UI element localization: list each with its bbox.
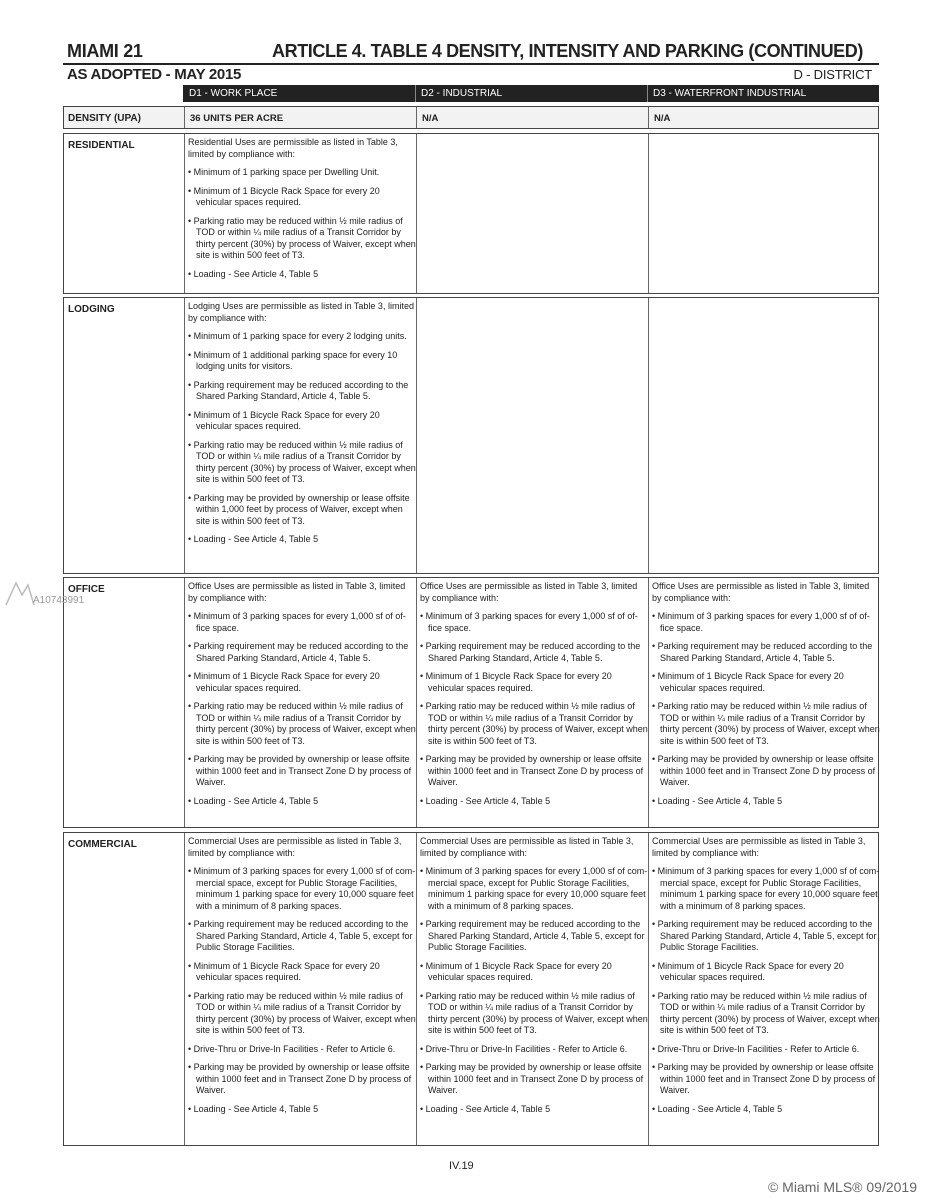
cell-divider <box>184 107 185 128</box>
cell-divider <box>648 298 649 573</box>
page-series-title: MIAMI 21 <box>67 41 143 61</box>
density-row <box>63 106 879 129</box>
office-intro: Office Uses are permissible as listed in Table 3, limited by compliance with: <box>652 581 870 603</box>
residential-row <box>63 133 879 294</box>
list-item: • Minimum of 1 Bicycle Rack Space for every 20 vehicular spaces required. <box>652 961 880 984</box>
list-item: • Minimum of 1 Bicycle Rack Space for every 20 vehicular spaces required. <box>420 961 648 984</box>
commercial-row <box>63 832 879 1146</box>
district-label: D - DISTRICT <box>793 67 872 82</box>
list-item: • Loading - See Article 4, Table 5 <box>420 796 648 808</box>
list-item: • Parking ratio may be reduced within ½ mile radius of TOD or within ¼ mile radius of a Transit Corridor by thirty percent (30%) by process of Waiver, except when site is within 500 feet of T3. <box>652 991 880 1037</box>
lodging-intro: Lodging Uses are permissible as listed in Table 3, limited by compliance with: <box>188 301 414 323</box>
lodging-row <box>63 297 879 574</box>
cell-divider <box>648 107 649 128</box>
density-label: DENSITY (UPA) <box>68 113 141 124</box>
list-item: • Minimum of 1 Bicycle Rack Space for every 20 vehicular spaces required. <box>652 671 880 694</box>
list-item: • Parking requirement may be reduced according to the Shared Parking Standard, Article 4, Table 5, except for Public Storage Facilities. <box>188 919 416 954</box>
list-item: • Parking may be provided by ownership or lease offsite within 1000 feet and in Transect Zone D by process of Waiver. <box>420 1062 648 1097</box>
density-d1: 36 UNITS PER ACRE <box>190 113 284 124</box>
commercial-intro: Commercial Uses are permissible as listed in Table 3, limited by compliance with: <box>188 836 402 858</box>
density-d3: N/A <box>654 113 671 124</box>
list-item: • Parking requirement may be reduced according to the Shared Parking Standard, Article 4, Table 5, except for Public Storage Facilities. <box>652 919 880 954</box>
list-item: • Minimum of 1 Bicycle Rack Space for every 20 vehicular spaces required. <box>188 671 416 694</box>
commercial-d1-cell <box>188 836 416 1122</box>
list-item: • Parking requirement may be reduced according to the Shared Parking Standard, Article 4, Table 5, except for Public Storage Facilities. <box>420 919 648 954</box>
list-item: • Minimum of 1 Bicycle Rack Space for every 20 vehicular spaces required. <box>420 671 648 694</box>
residential-d1-cell <box>188 137 416 287</box>
list-item: • Minimum of 3 parking spaces for every 1,000 sf of com- mercial space, except for Public Storage Facilities, minimum 1 parking space for every 10,000 square feet with a minimum of 8 parking spaces. <box>420 866 648 912</box>
list-item: • Parking requirement may be reduced according to the Shared Parking Standard, Article 4, Table 5. <box>420 641 648 664</box>
column-header-d3: D3 - WATERFRONT INDUSTRIAL <box>653 88 807 99</box>
list-item: • Loading - See Article 4, Table 5 <box>188 1104 416 1116</box>
lodging-label: LODGING <box>68 304 115 315</box>
commercial-d2-cell <box>420 836 648 1122</box>
residential-intro: Residential Uses are permissible as listed in Table 3, limited by compliance with: <box>188 137 398 159</box>
list-item: • Minimum of 3 parking spaces for every 1,000 sf of of- fice space. <box>652 611 880 634</box>
cell-divider <box>648 578 649 827</box>
cell-divider <box>184 578 185 827</box>
list-item: • Loading - See Article 4, Table 5 <box>652 1104 880 1116</box>
cell-divider <box>416 578 417 827</box>
office-intro: Office Uses are permissible as listed in Table 3, limited by compliance with: <box>188 581 406 603</box>
commercial-intro: Commercial Uses are permissible as listed in Table 3, limited by compliance with: <box>652 836 866 858</box>
cell-divider <box>648 134 649 293</box>
list-item: • Parking may be provided by ownership or lease offsite within 1,000 feet by process of Waiver, except when site is within 500 feet of T3. <box>188 493 416 528</box>
office-row <box>63 577 879 828</box>
list-item: • Parking ratio may be reduced within ½ mile radius of TOD or within ¼ mile radius of a Transit Corridor by thirty percent (30%) by process of Waiver, except when site is within 500 feet of T3. <box>652 701 880 747</box>
cell-divider <box>416 134 417 293</box>
article-title: ARTICLE 4. TABLE 4 DENSITY, INTENSITY AND PARKING (CONTINUED) <box>272 41 863 61</box>
list-item: • Minimum of 1 additional parking space for every 10 lodging units for visitors. <box>188 350 416 373</box>
list-item: • Parking may be provided by ownership or lease offsite within 1000 feet and in Transect Zone D by process of Waiver. <box>188 754 416 789</box>
cell-divider <box>416 107 417 128</box>
list-item: • Minimum of 3 parking spaces for every 1,000 sf of com- mercial space, except for Public Storage Facilities, minimum 1 parking space for every 10,000 square feet with a minimum of 8 parking spaces. <box>652 866 880 912</box>
list-item: • Parking ratio may be reduced within ½ mile radius of TOD or within ¼ mile radius of a Transit Corridor by thirty percent (30%) by process of Waiver, except when site is within 500 feet of T3. <box>188 440 416 486</box>
list-item: • Parking may be provided by ownership or lease offsite within 1000 feet and in Transect Zone D by process of Waiver. <box>652 754 880 789</box>
office-label: OFFICE <box>68 584 105 595</box>
lodging-d1-cell <box>188 301 416 553</box>
column-divider <box>647 85 648 102</box>
commercial-intro: Commercial Uses are permissible as listed in Table 3, limited by compliance with: <box>420 836 634 858</box>
list-item: • Loading - See Article 4, Table 5 <box>652 796 880 808</box>
office-intro: Office Uses are permissible as listed in Table 3, limited by compliance with: <box>420 581 638 603</box>
list-item: • Parking requirement may be reduced according to the Shared Parking Standard, Article 4, Table 5. <box>652 641 880 664</box>
density-d2: N/A <box>422 113 439 124</box>
list-item: • Parking requirement may be reduced according to the Shared Parking Standard, Article 4, Table 5. <box>188 380 416 403</box>
cell-divider <box>416 833 417 1145</box>
column-header-d2: D2 - INDUSTRIAL <box>421 88 503 99</box>
list-item: • Minimum of 1 Bicycle Rack Space for every 20 vehicular spaces required. <box>188 186 416 209</box>
cell-divider <box>184 298 185 573</box>
list-item: • Minimum of 3 parking spaces for every 1,000 sf of of- fice space. <box>188 611 416 634</box>
list-item: • Drive-Thru or Drive-In Facilities - Refer to Article 6. <box>420 1044 648 1056</box>
residential-label: RESIDENTIAL <box>68 140 135 151</box>
list-item: • Minimum of 1 Bicycle Rack Space for every 20 vehicular spaces required. <box>188 961 416 984</box>
column-header-d1: D1 - WORK PLACE <box>189 88 278 99</box>
list-item: • Drive-Thru or Drive-In Facilities - Refer to Article 6. <box>652 1044 880 1056</box>
list-item: • Minimum of 3 parking spaces for every 1,000 sf of of- fice space. <box>420 611 648 634</box>
header-rule <box>63 63 879 65</box>
list-item: • Drive-Thru or Drive-In Facilities - Refer to Article 6. <box>188 1044 416 1056</box>
listing-watermark: A10743991 <box>33 595 85 606</box>
list-item: • Loading - See Article 4, Table 5 <box>188 269 416 281</box>
column-divider <box>415 85 416 102</box>
page-number: IV.19 <box>449 1160 474 1172</box>
list-item: • Parking may be provided by ownership or lease offsite within 1000 feet and in Transect Zone D by process of Waiver. <box>420 754 648 789</box>
cell-divider <box>416 298 417 573</box>
cell-divider <box>184 134 185 293</box>
commercial-label: COMMERCIAL <box>68 839 137 850</box>
list-item: • Parking requirement may be reduced according to the Shared Parking Standard, Article 4, Table 5. <box>188 641 416 664</box>
mls-copyright: © Miami MLS® 09/2019 <box>767 1179 917 1195</box>
list-item: • Minimum of 1 Bicycle Rack Space for every 20 vehicular spaces required. <box>188 410 416 433</box>
cell-divider <box>184 833 185 1145</box>
office-d2-cell <box>420 581 648 814</box>
office-d1-cell <box>188 581 416 814</box>
list-item: • Parking ratio may be reduced within ½ mile radius of TOD or within ¼ mile radius of a Transit Corridor by thirty percent (30%) by process of Waiver, except when site is within 500 feet of T3. <box>420 991 648 1037</box>
cell-divider <box>648 833 649 1145</box>
list-item: • Parking ratio may be reduced within ½ mile radius of TOD or within ¼ mile radius of a Transit Corridor by thirty percent (30%) by process of Waiver, except when site is within 500 feet of T3. <box>188 991 416 1037</box>
list-item: • Parking ratio may be reduced within ½ mile radius of TOD or within ¼ mile radius of a Transit Corridor by thirty percent (30%) by process of Waiver, except when site is within 500 feet of T3. <box>420 701 648 747</box>
list-item: • Parking ratio may be reduced within ½ mile radius of TOD or within ¼ mile radius of a Transit Corridor by thirty percent (30%) by process of Waiver, except when site is within 500 feet of T3. <box>188 701 416 747</box>
list-item: • Minimum of 1 parking space per Dwelling Unit. <box>188 167 416 179</box>
list-item: • Loading - See Article 4, Table 5 <box>188 534 416 546</box>
list-item: • Loading - See Article 4, Table 5 <box>188 796 416 808</box>
list-item: • Minimum of 3 parking spaces for every 1,000 sf of com- mercial space, except for Public Storage Facilities, minimum 1 parking space for every 10,000 square feet with a minimum of 8 parking spaces. <box>188 866 416 912</box>
list-item: • Loading - See Article 4, Table 5 <box>420 1104 648 1116</box>
list-item: • Parking may be provided by ownership or lease offsite within 1000 feet and in Transect Zone D by process of Waiver. <box>188 1062 416 1097</box>
list-item: • Parking may be provided by ownership or lease offsite within 1000 feet and in Transect Zone D by process of Waiver. <box>652 1062 880 1097</box>
office-d3-cell <box>652 581 880 814</box>
commercial-d3-cell <box>652 836 880 1122</box>
list-item: • Minimum of 1 parking space for every 2 lodging units. <box>188 331 416 343</box>
column-header-bar <box>183 85 879 102</box>
adoption-date: AS ADOPTED - MAY 2015 <box>67 66 242 83</box>
list-item: • Parking ratio may be reduced within ½ mile radius of TOD or within ¼ mile radius of a Transit Corridor by thirty percent (30%) by process of Waiver, except when site is within 500 feet of T3. <box>188 216 416 262</box>
